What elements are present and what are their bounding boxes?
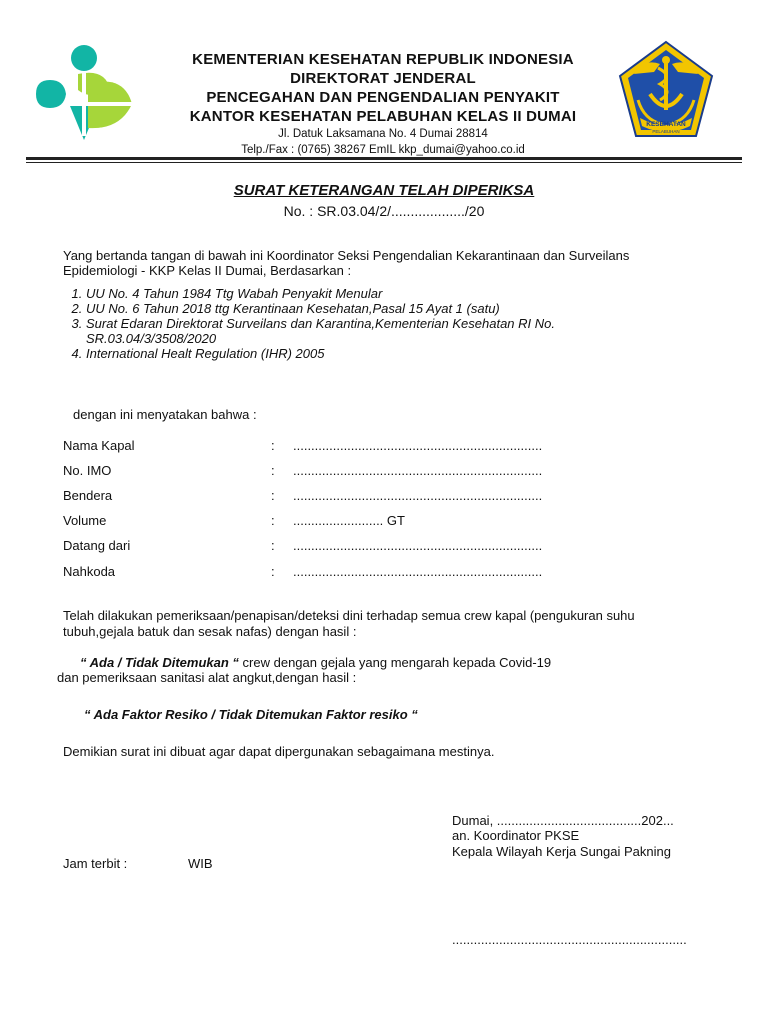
emblem-text-top: KESEHATAN: [646, 121, 686, 128]
field-colon: :: [271, 538, 275, 553]
field-colon: :: [271, 564, 275, 579]
field-colon: :: [271, 513, 275, 528]
issued-time-label: Jam terbit :: [63, 856, 128, 871]
field-label: Datang dari: [63, 538, 131, 553]
logo-left-heart: [36, 80, 66, 108]
legal-basis-item: 2. UU No. 6 Tahun 2018 ttg Kerantinaan Kesehatan,Pasal 15 Ayat 1 (satu): [86, 301, 646, 316]
exam-line-2: tubuh,gejala batuk dan sesak nafas) dengan hasil :: [63, 624, 357, 639]
field-value: .....................................................................: [293, 564, 543, 579]
result-crew-text: crew dengan gejala yang mengarah kepada Covid-19: [238, 655, 552, 670]
field-value: .....................................................................: [293, 488, 543, 503]
intro-paragraph: Yang bertanda tangan di bawah ini Koordinator Seksi Pengendalian Kekarantinaan dan Surveilans Epidemiologi - KKP Kelas II Dumai, Berdasarkan :: [63, 248, 630, 278]
result-sanitation-intro: dan pemeriksaan sanitasi alat angkut,dengan hasil :: [57, 670, 357, 685]
issued-time-unit: WIB: [188, 856, 213, 871]
field-label: Nama Kapal: [63, 438, 135, 453]
place-date: Dumai, ........................................202...: [452, 813, 674, 828]
office-address: Jl. Datuk Laksamana No. 4 Dumai 28814: [278, 128, 488, 140]
result-crew: [80, 655, 551, 670]
field-label: Nahkoda: [63, 564, 116, 579]
result-risk-factor: “ Ada Faktor Resiko / Tidak Ditemukan Faktor resiko “: [84, 707, 418, 722]
logo-top-circle: [71, 45, 97, 71]
field-label: Bendera: [63, 488, 113, 503]
office-contact: Telp./Fax : (0765) 38267 EmIL kkp_dumai@yahoo.co.id: [241, 144, 525, 156]
field-value: .....................................................................: [293, 438, 543, 453]
directorate-name: DIREKTORAT JENDERAL: [290, 70, 476, 87]
signatory-role-1: an. Koordinator PKSE: [452, 828, 580, 843]
result-crew-choice: “ Ada / Tidak Ditemukan “: [80, 655, 239, 670]
field-colon: :: [271, 488, 275, 503]
office-name: KANTOR KESEHATAN PELABUHAN KELAS II DUMAI: [189, 108, 577, 125]
legal-basis-item: 3. Surat Edaran Direktorat Surveilans dan Karantina,Kementerian Kesehatan RI No. SR.03.04/3/3508/2020: [86, 316, 646, 346]
field-value: .....................................................................: [293, 538, 543, 553]
statement-text: dengan ini menyatakan bahwa :: [73, 407, 257, 422]
division-name: PENCEGAHAN DAN PENGENDALIAN PENYAKIT: [206, 89, 560, 106]
letterhead: [150, 50, 616, 158]
closing-sentence: Demikian surat ini dibuat agar dapat dipergunakan sebagaimana mestinya.: [63, 744, 495, 759]
ministry-name: KEMENTERIAN KESEHATAN REPUBLIK INDONESIA: [192, 51, 574, 68]
kemenkes-logo: [28, 44, 140, 144]
field-label: No. IMO: [63, 463, 112, 478]
field-value: .....................................................................: [293, 463, 543, 478]
document-number: No. : SR.03.04/2/.................../20: [283, 203, 485, 219]
field-colon: :: [271, 463, 275, 478]
document-title: SURAT KETERANGAN TELAH DIPERIKSA: [233, 182, 535, 199]
exam-line-1: Telah dilakukan pemeriksaan/penapisan/deteksi dini terhadap semua crew kapal (pengukuran suhu: [63, 608, 635, 623]
legal-basis-list: [56, 286, 646, 361]
signature-line: .................................................................: [452, 932, 687, 947]
letterhead-rule-thick: [26, 157, 742, 160]
signatory-role-2: Kepala Wilayah Kerja Sungai Pakning: [452, 844, 671, 859]
letterhead-rule-thin: [26, 162, 742, 163]
legal-basis-item: 4. International Healt Regulation (IHR) 2005: [86, 346, 646, 361]
field-value: ......................... GT: [293, 513, 405, 528]
emblem-text-bottom: PELABUHAN: [652, 129, 680, 134]
field-colon: :: [271, 438, 275, 453]
legal-basis-item: 1. UU No. 4 Tahun 1984 Ttg Wabah Penyakit Menular: [86, 286, 646, 301]
field-label: Volume: [63, 513, 107, 528]
kesehatan-pelabuhan-emblem: [614, 38, 718, 142]
